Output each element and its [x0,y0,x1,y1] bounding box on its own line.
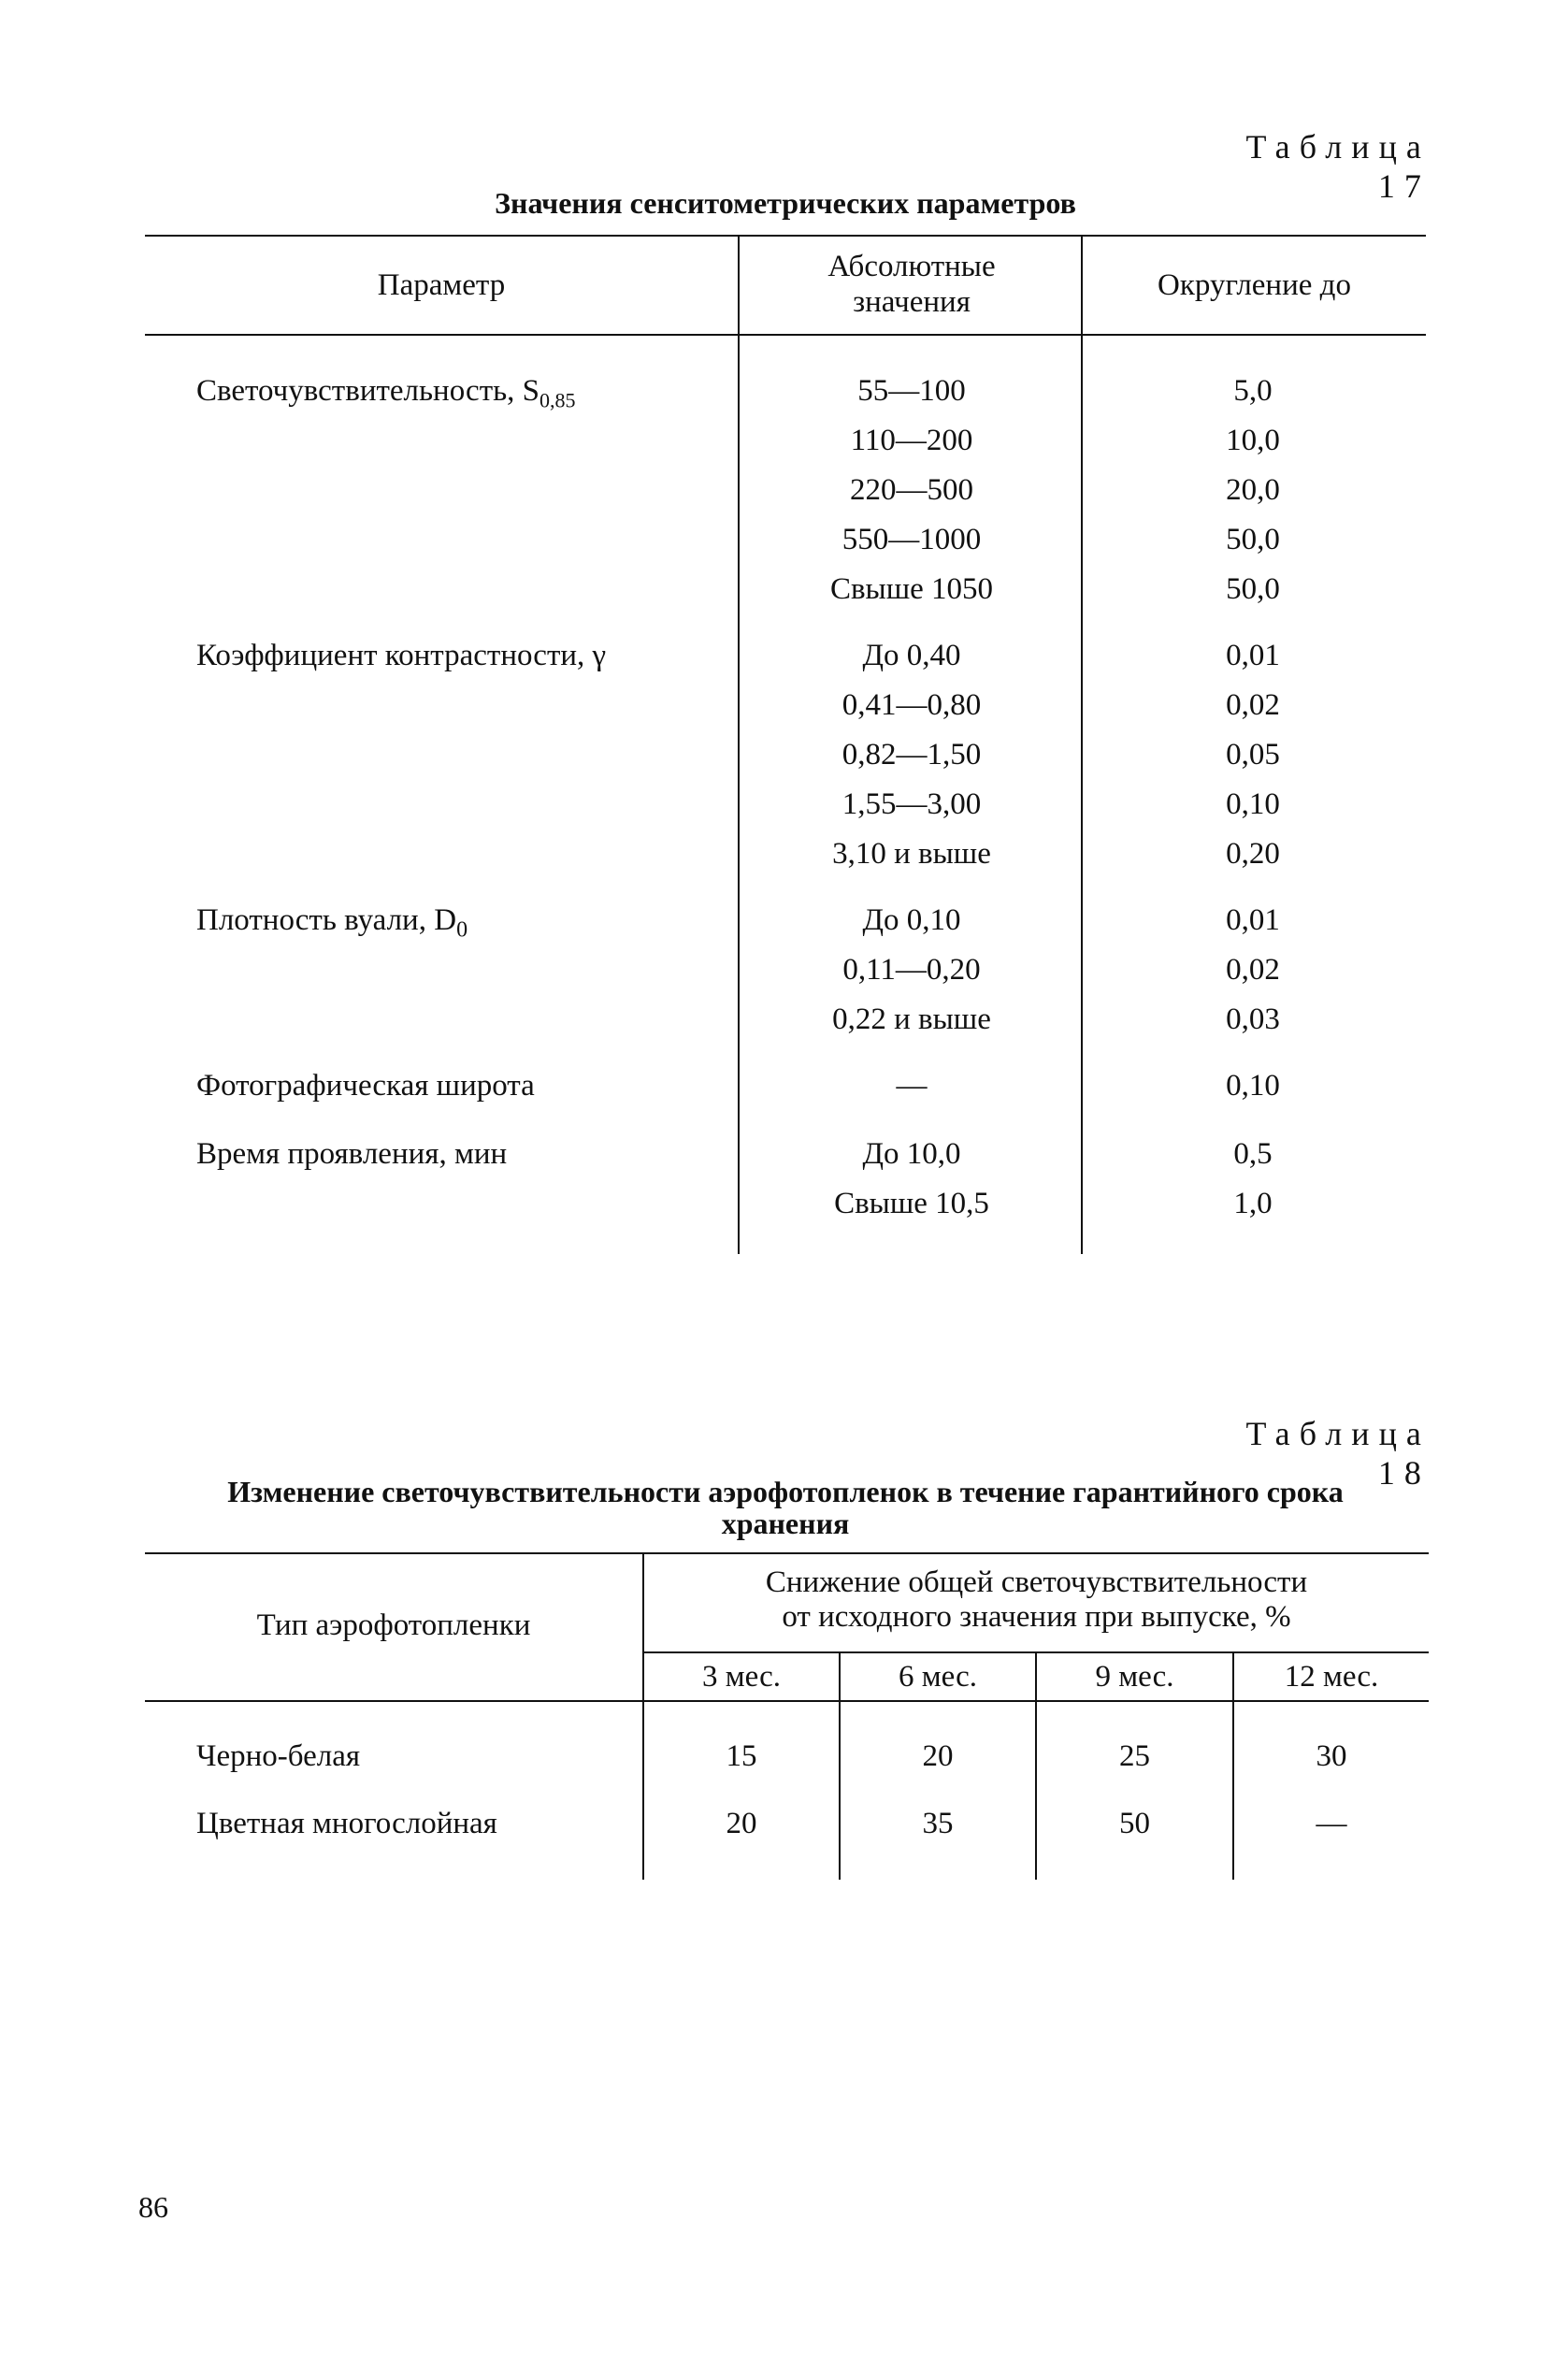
table-18-cell: 20 [922,1739,954,1773]
table-17-label: Таблица 17 [1245,128,1431,205]
table-17-header-rule [145,334,1426,336]
table-17-round-value: 0,02 [1226,953,1280,987]
table-18-title-line-2: хранения [721,1507,850,1540]
table-17-round-value: 10,0 [1226,424,1280,457]
table-17-param-name [196,901,468,949]
table-17-abs-value: 0,11—0,20 [842,953,981,987]
table-17-title: Значения сенситометрических параметров [495,186,1076,220]
table-17-abs-value: 0,22 и выше [832,1002,991,1036]
table-17-header-param: Параметр [377,268,506,302]
table-17-header-round: Округление до [1158,268,1351,302]
table-17-col-divider-1 [738,235,740,1254]
table-18-cell: 35 [922,1807,954,1840]
table-17-abs-value: До 0,40 [862,639,961,672]
table-17-abs-value: 55—100 [857,374,966,408]
table-18-header-type: Тип аэрофотопленки [256,1608,531,1642]
param-name-text: Плотность вуали, D [196,903,457,937]
table-18-header-month: 12 мес. [1284,1660,1379,1694]
table-18-row-type: Цветная многослойная [196,1807,497,1840]
table-17-round-value: 0,10 [1226,1069,1280,1103]
page-number: 86 [138,2190,168,2224]
table-17-abs-value: 550—1000 [842,523,982,556]
table-17-abs-value: Свыше 10,5 [834,1187,989,1220]
table-18-cell: 50 [1119,1807,1150,1840]
table-18-header-month: 9 мес. [1095,1660,1174,1694]
table-18-header-group-line-2: от исходного значения при выпуске, % [782,1600,1291,1634]
table-17-round-value: 0,10 [1226,787,1280,821]
table-17-abs-value: 0,41—0,80 [842,688,982,722]
table-18-row-type: Черно-белая [196,1739,361,1773]
table-17-abs-value: — [896,1069,928,1103]
table-17-abs-value: 0,82—1,50 [842,738,982,772]
table-17-param-name: Коэффициент контрастности, γ [196,639,607,672]
param-name-subscript: 0 [456,917,468,943]
table-18-cell: 15 [726,1739,757,1773]
param-name-text: Светочувствительность, S [196,374,540,408]
table-18-header-rule [145,1700,1429,1702]
table-17-abs-value: 3,10 и выше [832,837,991,871]
param-name-subscript: 0,85 [539,388,576,412]
table-17-round-value: 1,0 [1233,1187,1273,1220]
table-17-round-value: 50,0 [1226,572,1280,606]
table-17-col-divider-2 [1081,235,1083,1254]
table-17-header-abs: Абсолютные значения [827,250,996,319]
table-17-round-value: 0,03 [1226,1002,1280,1036]
table-17-round-value: 50,0 [1226,523,1280,556]
table-17-round-value: 5,0 [1233,374,1273,408]
table-17-abs-value: Свыше 1050 [829,572,994,606]
table-17-round-value: 0,05 [1226,738,1280,772]
table-17-round-value: 0,01 [1226,903,1280,937]
table-17-param-name [196,372,576,420]
table-17-round-value: 0,20 [1226,837,1280,871]
table-18-cell: 20 [726,1807,757,1840]
table-18-cell: — [1316,1807,1347,1840]
table-18-header-month: 6 мес. [899,1660,977,1694]
table-18-header-month: 3 мес. [702,1660,781,1694]
table-17-abs-value: До 10,0 [862,1137,961,1171]
table-18-cell: 25 [1119,1739,1150,1773]
table-17-round-value: 0,02 [1226,688,1280,722]
table-18-cell: 30 [1316,1739,1347,1773]
table-17-abs-value: 1,55—3,00 [842,787,982,821]
table-17-abs-value: 220—500 [850,473,973,507]
table-18-header-group-line-1: Снижение общей светочувствительности [765,1565,1308,1599]
table-18-label: Таблица 18 [1245,1415,1431,1492]
table-17-param-name: Время проявления, мин [196,1137,508,1171]
table-17-round-value: 0,5 [1233,1137,1273,1171]
table-17-top-rule [145,235,1426,237]
table-17-round-value: 20,0 [1226,473,1280,507]
table-17-param-name: Фотографическая широта [196,1069,535,1103]
table-17-round-value: 0,01 [1226,639,1280,672]
table-18-title-line-1: Изменение светочувствительности аэрофотопленок в течение гарантийного срока [227,1475,1344,1508]
table-17-abs-value: До 0,10 [862,903,961,937]
table-18-top-rule [145,1552,1429,1554]
table-17-abs-value: 110—200 [850,424,973,457]
